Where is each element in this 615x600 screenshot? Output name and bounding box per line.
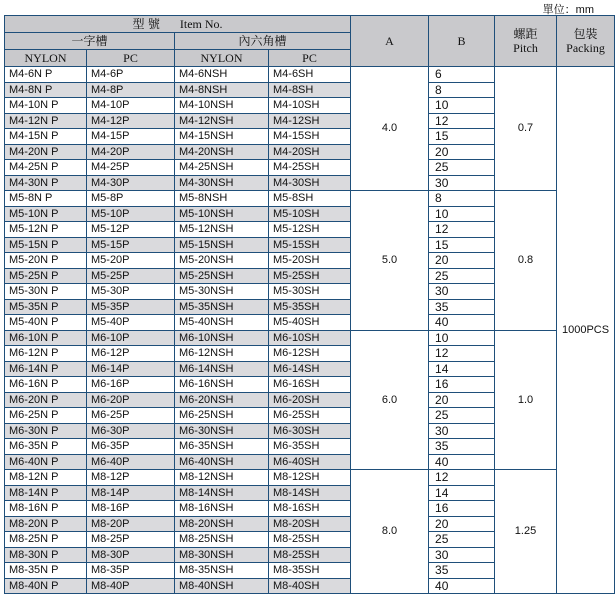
- hex-nylon-cell: M4-30NSH: [175, 175, 269, 191]
- b-value-cell: 10: [429, 330, 495, 346]
- packing-cn-label: 包裝: [573, 26, 598, 41]
- slot-nylon-cell: M6-30N P: [5, 423, 87, 439]
- b-value-cell: 30: [429, 284, 495, 300]
- hex-pc-cell: M8-14SH: [269, 485, 351, 501]
- hex-pc-cell: M4-12SH: [269, 113, 351, 129]
- slot-nylon-cell: M5-35N P: [5, 299, 87, 315]
- table-row: [5, 330, 615, 346]
- hex-nylon-cell: M8-20NSH: [175, 516, 269, 532]
- slot-pc-cell: M6-16P: [87, 377, 175, 393]
- a-value-cell: 6.0: [351, 330, 429, 470]
- packing-value-cell: 1000PCS: [557, 67, 615, 594]
- hex-nylon-cell: M6-20NSH: [175, 392, 269, 408]
- slot-pc-cell: M6-12P: [87, 346, 175, 362]
- hex-nylon-cell: M4-8NSH: [175, 82, 269, 98]
- slot-pc-cell: M5-30P: [87, 284, 175, 300]
- slot-nylon-cell: M8-35N P: [5, 563, 87, 579]
- col-a-header: A: [351, 16, 429, 67]
- slot-pc-cell: M4-15P: [87, 129, 175, 145]
- a-value-cell: 4.0: [351, 67, 429, 191]
- hex-pc-cell: M5-12SH: [269, 222, 351, 238]
- b-value-cell: 12: [429, 222, 495, 238]
- b-value-cell: 35: [429, 439, 495, 455]
- pitch-value-cell: 1.25: [495, 470, 557, 594]
- hex-nylon-cell: M5-15NSH: [175, 237, 269, 253]
- slot-nylon-cell: M5-40N P: [5, 315, 87, 331]
- pitch-value-cell: 0.7: [495, 67, 557, 191]
- b-value-cell: 25: [429, 268, 495, 284]
- slot-nylon-cell: M6-12N P: [5, 346, 87, 362]
- slot-nylon-cell: M4-10N P: [5, 98, 87, 114]
- b-value-cell: 20: [429, 392, 495, 408]
- slot-nylon-cell: M8-14N P: [5, 485, 87, 501]
- slot-nylon-cell: M6-10N P: [5, 330, 87, 346]
- slot-pc-cell: M8-16P: [87, 501, 175, 517]
- hex-nylon-cell: M8-30NSH: [175, 547, 269, 563]
- hex-nylon-cell: M8-14NSH: [175, 485, 269, 501]
- b-value-cell: 12: [429, 113, 495, 129]
- hex-nylon-cell: M4-15NSH: [175, 129, 269, 145]
- slot-pc-cell: M5-12P: [87, 222, 175, 238]
- hex-pc-cell: M8-12SH: [269, 470, 351, 486]
- hex-nylon-cell: M5-12NSH: [175, 222, 269, 238]
- slot-nylon-header: NYLON: [5, 50, 87, 67]
- b-value-cell: 6: [429, 67, 495, 83]
- slot-pc-cell: M5-10P: [87, 206, 175, 222]
- hex-pc-cell: M5-25SH: [269, 268, 351, 284]
- hex-nylon-cell: M5-25NSH: [175, 268, 269, 284]
- slot-nylon-cell: M6-25N P: [5, 408, 87, 424]
- b-value-cell: 14: [429, 485, 495, 501]
- slot-nylon-cell: M4-30N P: [5, 175, 87, 191]
- slot-pc-cell: M4-20P: [87, 144, 175, 160]
- hex-nylon-header: NYLON: [175, 50, 269, 67]
- slot-pc-cell: M4-10P: [87, 98, 175, 114]
- slot-pc-header: PC: [87, 50, 175, 67]
- packing-header: [557, 16, 615, 67]
- b-value-cell: 16: [429, 377, 495, 393]
- hex-pc-cell: M5-35SH: [269, 299, 351, 315]
- hex-nylon-cell: M5-40NSH: [175, 315, 269, 331]
- slot-nylon-cell: M8-20N P: [5, 516, 87, 532]
- hex-pc-cell: M6-12SH: [269, 346, 351, 362]
- slot-pc-cell: M6-35P: [87, 439, 175, 455]
- slot-pc-cell: M4-30P: [87, 175, 175, 191]
- slot-pc-cell: M5-15P: [87, 237, 175, 253]
- slot-pc-cell: M8-12P: [87, 470, 175, 486]
- spec-table: [4, 15, 615, 594]
- slot-pc-cell: M5-8P: [87, 191, 175, 207]
- hex-pc-cell: M8-25SH: [269, 547, 351, 563]
- hex-nylon-cell: M4-10NSH: [175, 98, 269, 114]
- hex-nylon-cell: M5-20NSH: [175, 253, 269, 269]
- slot-pc-cell: M6-40P: [87, 454, 175, 470]
- b-value-cell: 10: [429, 98, 495, 114]
- hex-nylon-cell: M4-25NSH: [175, 160, 269, 176]
- slot-pc-cell: M6-20P: [87, 392, 175, 408]
- b-value-cell: 25: [429, 160, 495, 176]
- hex-pc-cell: M5-8SH: [269, 191, 351, 207]
- slot-pc-cell: M8-25P: [87, 532, 175, 548]
- hex-pc-cell: M6-20SH: [269, 392, 351, 408]
- b-value-cell: 20: [429, 253, 495, 269]
- b-value-cell: 30: [429, 423, 495, 439]
- hex-pc-cell: M4-25SH: [269, 160, 351, 176]
- slot-pc-cell: M5-20P: [87, 253, 175, 269]
- pitch-value-cell: 0.8: [495, 191, 557, 331]
- col-b-header: B: [429, 16, 495, 67]
- hex-nylon-cell: M8-16NSH: [175, 501, 269, 517]
- hex-pc-cell: M6-16SH: [269, 377, 351, 393]
- slot-nylon-cell: M5-30N P: [5, 284, 87, 300]
- packing-en-label: Packing: [566, 41, 605, 55]
- item-no-label: Item No.: [179, 17, 223, 31]
- a-value-cell: 8.0: [351, 470, 429, 594]
- hex-nylon-cell: M8-25NSH: [175, 532, 269, 548]
- pitch-value-cell: 1.0: [495, 330, 557, 470]
- hex-nylon-cell: M6-35NSH: [175, 439, 269, 455]
- slot-nylon-cell: M8-12N P: [5, 470, 87, 486]
- b-value-cell: 35: [429, 563, 495, 579]
- slot-pc-cell: M4-12P: [87, 113, 175, 129]
- hex-pc-header: PC: [269, 50, 351, 67]
- pitch-en-label: Pitch: [513, 41, 538, 55]
- slot-nylon-cell: M4-12N P: [5, 113, 87, 129]
- slot-nylon-cell: M5-10N P: [5, 206, 87, 222]
- hex-nylon-cell: M6-10NSH: [175, 330, 269, 346]
- slot-nylon-cell: M5-20N P: [5, 253, 87, 269]
- hex-nylon-cell: M6-25NSH: [175, 408, 269, 424]
- slot-nylon-cell: M4-6N P: [5, 67, 87, 83]
- b-value-cell: 15: [429, 129, 495, 145]
- hex-pc-cell: M6-30SH: [269, 423, 351, 439]
- hex-header: 內六角槽: [175, 33, 351, 50]
- hex-nylon-cell: M6-40NSH: [175, 454, 269, 470]
- hex-pc-cell: M8-35SH: [269, 563, 351, 579]
- hex-pc-cell: M5-20SH: [269, 253, 351, 269]
- hex-nylon-cell: M8-35NSH: [175, 563, 269, 579]
- hex-pc-cell: M8-40SH: [269, 578, 351, 594]
- hex-pc-cell: M6-35SH: [269, 439, 351, 455]
- hex-pc-cell: M6-25SH: [269, 408, 351, 424]
- b-value-cell: 40: [429, 454, 495, 470]
- slot-nylon-cell: M8-25N P: [5, 532, 87, 548]
- b-value-cell: 16: [429, 501, 495, 517]
- slot-pc-cell: M8-14P: [87, 485, 175, 501]
- slot-nylon-cell: M8-30N P: [5, 547, 87, 563]
- slot-pc-cell: M5-35P: [87, 299, 175, 315]
- b-value-cell: 14: [429, 361, 495, 377]
- b-value-cell: 20: [429, 516, 495, 532]
- hex-pc-cell: M6-10SH: [269, 330, 351, 346]
- slot-pc-cell: M6-25P: [87, 408, 175, 424]
- table-row: [5, 470, 615, 486]
- slot-nylon-cell: M5-12N P: [5, 222, 87, 238]
- slot-nylon-cell: M4-20N P: [5, 144, 87, 160]
- hex-nylon-cell: M5-30NSH: [175, 284, 269, 300]
- slot-nylon-cell: M5-25N P: [5, 268, 87, 284]
- slot-nylon-cell: M5-8N P: [5, 191, 87, 207]
- slot-pc-cell: M6-10P: [87, 330, 175, 346]
- hex-nylon-cell: M5-8NSH: [175, 191, 269, 207]
- slot-pc-cell: M5-40P: [87, 315, 175, 331]
- hex-nylon-cell: M5-10NSH: [175, 206, 269, 222]
- hex-nylon-cell: M5-35NSH: [175, 299, 269, 315]
- unit-label: 單位：mm: [542, 4, 594, 16]
- table-row: [5, 67, 615, 83]
- table-row: [5, 191, 615, 207]
- hex-nylon-cell: M8-40NSH: [175, 578, 269, 594]
- hex-nylon-cell: M4-20NSH: [175, 144, 269, 160]
- pitch-cn-label: 螺距: [513, 26, 538, 41]
- slot-pc-cell: M4-6P: [87, 67, 175, 83]
- b-value-cell: 8: [429, 82, 495, 98]
- spec-table-body: [5, 67, 615, 594]
- hex-pc-cell: M5-40SH: [269, 315, 351, 331]
- slot-nylon-cell: M4-8N P: [5, 82, 87, 98]
- slot-nylon-cell: M8-40N P: [5, 578, 87, 594]
- slot-pc-cell: M8-20P: [87, 516, 175, 532]
- hex-pc-cell: M4-15SH: [269, 129, 351, 145]
- b-value-cell: 25: [429, 408, 495, 424]
- hex-pc-cell: M4-30SH: [269, 175, 351, 191]
- hex-pc-cell: M4-10SH: [269, 98, 351, 114]
- slot-nylon-cell: M4-25N P: [5, 160, 87, 176]
- type-label: 型 號: [132, 17, 160, 31]
- slot-nylon-cell: M6-20N P: [5, 392, 87, 408]
- slot-pc-cell: M8-35P: [87, 563, 175, 579]
- hex-nylon-cell: M8-12NSH: [175, 470, 269, 486]
- slot-nylon-cell: M5-15N P: [5, 237, 87, 253]
- hex-pc-cell: M4-6SH: [269, 67, 351, 83]
- b-value-cell: 35: [429, 299, 495, 315]
- b-value-cell: 12: [429, 470, 495, 486]
- hex-pc-cell: M5-10SH: [269, 206, 351, 222]
- b-value-cell: 25: [429, 532, 495, 548]
- hex-pc-cell: M6-40SH: [269, 454, 351, 470]
- hex-pc-cell: M8-20SH: [269, 516, 351, 532]
- b-value-cell: 10: [429, 206, 495, 222]
- b-value-cell: 40: [429, 315, 495, 331]
- slot-nylon-cell: M6-40N P: [5, 454, 87, 470]
- slot-nylon-cell: M8-16N P: [5, 501, 87, 517]
- hex-nylon-cell: M6-30NSH: [175, 423, 269, 439]
- item-no-header: [5, 16, 351, 33]
- hex-pc-cell: M8-25SH: [269, 532, 351, 548]
- pitch-header: [495, 16, 557, 67]
- slot-nylon-cell: M6-35N P: [5, 439, 87, 455]
- slot-nylon-cell: M6-16N P: [5, 377, 87, 393]
- slot-header: 一字槽: [5, 33, 175, 50]
- b-value-cell: 8: [429, 191, 495, 207]
- hex-pc-cell: M4-20SH: [269, 144, 351, 160]
- b-value-cell: 30: [429, 175, 495, 191]
- hex-nylon-cell: M6-16NSH: [175, 377, 269, 393]
- slot-pc-cell: M5-25P: [87, 268, 175, 284]
- slot-pc-cell: M8-30P: [87, 547, 175, 563]
- slot-pc-cell: M4-8P: [87, 82, 175, 98]
- hex-pc-cell: M8-16SH: [269, 501, 351, 517]
- a-value-cell: 5.0: [351, 191, 429, 331]
- hex-nylon-cell: M6-14NSH: [175, 361, 269, 377]
- b-value-cell: 40: [429, 578, 495, 594]
- hex-nylon-cell: M4-6NSH: [175, 67, 269, 83]
- slot-pc-cell: M6-30P: [87, 423, 175, 439]
- hex-pc-cell: M5-15SH: [269, 237, 351, 253]
- hex-pc-cell: M6-14SH: [269, 361, 351, 377]
- slot-pc-cell: M8-40P: [87, 578, 175, 594]
- hex-nylon-cell: M6-12NSH: [175, 346, 269, 362]
- hex-nylon-cell: M4-12NSH: [175, 113, 269, 129]
- hex-pc-cell: M5-30SH: [269, 284, 351, 300]
- slot-pc-cell: M6-14P: [87, 361, 175, 377]
- b-value-cell: 12: [429, 346, 495, 362]
- hex-pc-cell: M4-8SH: [269, 82, 351, 98]
- b-value-cell: 20: [429, 144, 495, 160]
- b-value-cell: 15: [429, 237, 495, 253]
- slot-nylon-cell: M4-15N P: [5, 129, 87, 145]
- b-value-cell: 30: [429, 547, 495, 563]
- slot-pc-cell: M4-25P: [87, 160, 175, 176]
- slot-nylon-cell: M6-14N P: [5, 361, 87, 377]
